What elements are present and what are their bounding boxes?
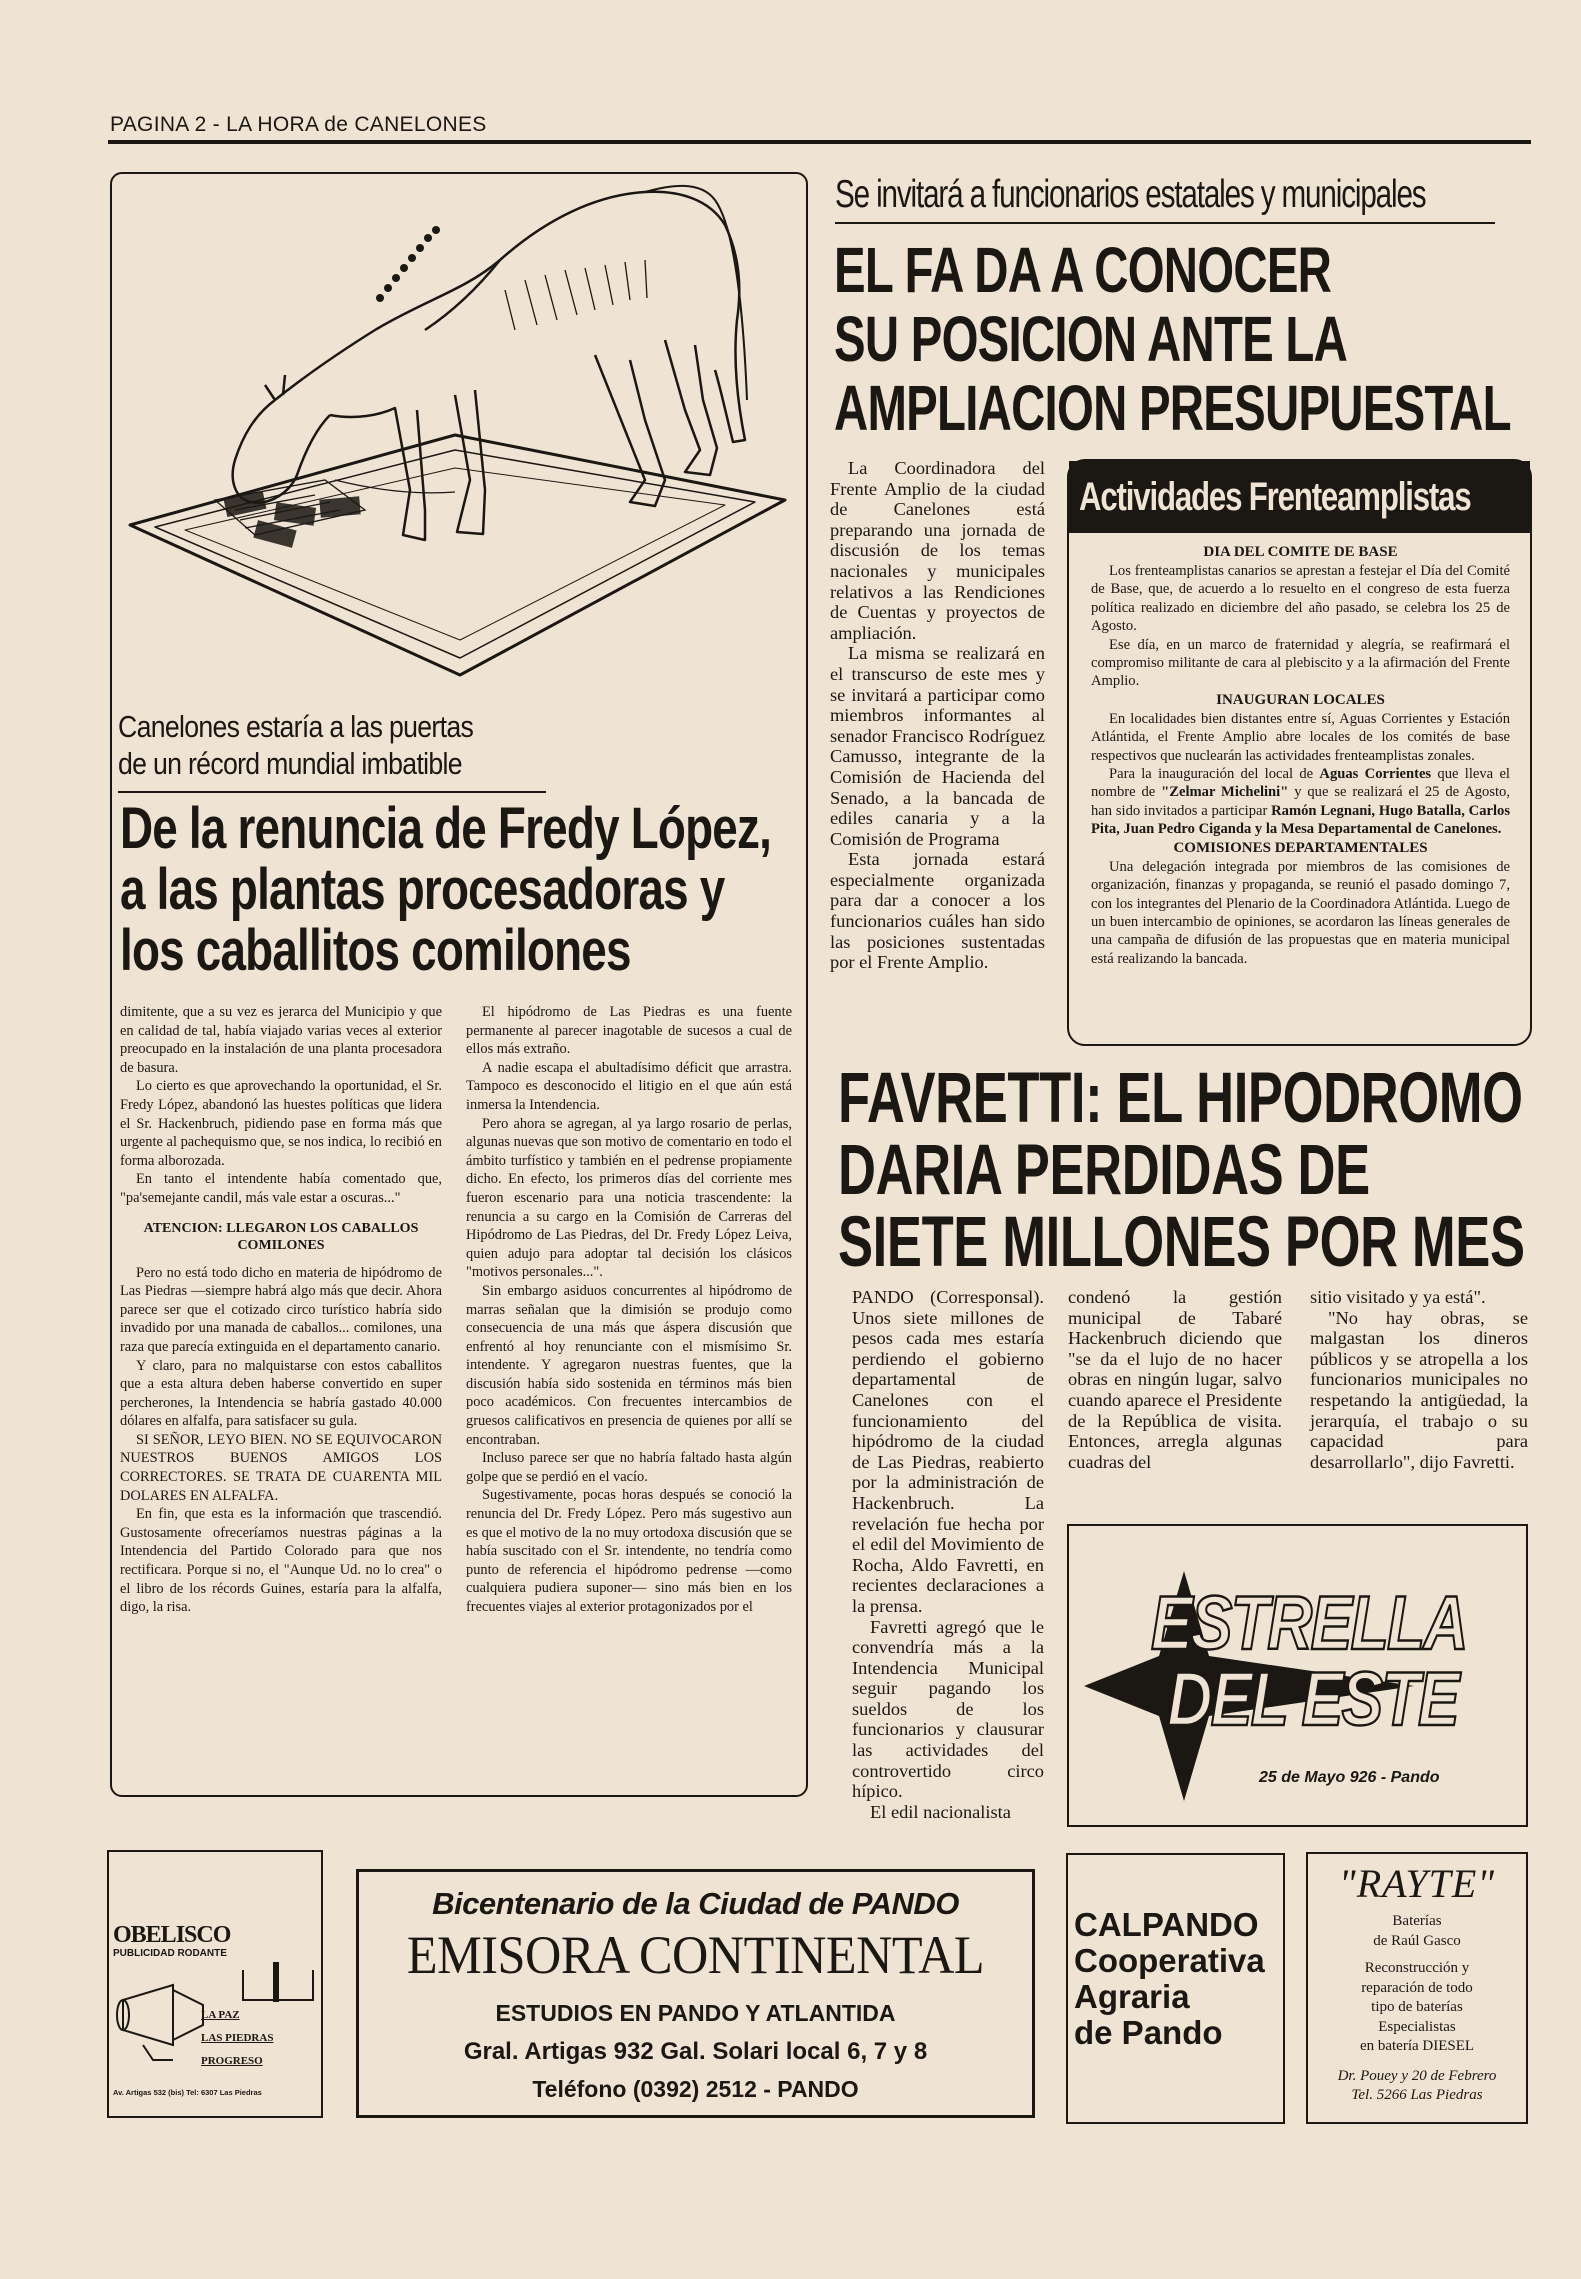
- ad-rayte-line1: Baterías: [1392, 1913, 1442, 1929]
- paragraph: condenó la gestión municipal de Tabaré Hackenbruch diciendo que "se da el lujo de no hacer obras en ningún lugar, salvo cuando aparece el Presidente de la República de visita. Entonces, arregla algunas cuadras del: [1068, 1287, 1282, 1472]
- text-run: que lleva el nombre de: [1091, 766, 1510, 801]
- text-run: y que se realizará el 25 de Agosto, han sido invitados a participar: [1091, 784, 1511, 819]
- paragraph: sitio visitado y ya está".: [1310, 1287, 1486, 1307]
- fa-headline-line2: SU POSICION ANTE LA: [834, 303, 1348, 375]
- ad-obelisco: [107, 1850, 323, 2118]
- paragraph: Ese día, en un marco de fraternidad y alegría, se reafirmará el compromiso militante de cara al plebiscito y a la afirmación del Frente Amplio.: [1091, 636, 1510, 690]
- ad-rayte-line4: reparación de todo: [1361, 1979, 1473, 1996]
- text-run: Aguas Corrientes: [1319, 766, 1432, 783]
- ad-obelisco-flag1: LA PAZ: [201, 2009, 240, 2021]
- paragraph: Una delegación integrada por miembros de las comisiones de organización, finanzas y propaganda, se reunió el pasado domingo 7, con los integrantes del Plenario de la Coordinadora Atlántida. Luego de un buen intercambio de opiniones, se acordaron las líneas generales de una campaña de difusión de las propuestas que en materia municipal está realizando la bancada.: [1091, 858, 1510, 967]
- ad-calpando: [1066, 1853, 1285, 2124]
- header-rule: [108, 140, 1531, 144]
- fa-kicker-rule: [835, 222, 1495, 224]
- ad-obelisco-address: Av. Artigas 532 (bis) Tel: 6307 Las Piedras: [113, 2088, 262, 2097]
- left-story-col2: [466, 1003, 792, 1793]
- paragraph: En tanto el intendente había comentado que, "pa'semejante candil, más vale estar a oscuras...": [120, 1171, 442, 1206]
- activities-heading: DIA DEL COMITE DE BASE: [1203, 544, 1398, 560]
- paragraph: Sugestivamente, pocas horas después se conoció la renuncia del Dr. Fredy López. Pero más sugestivo aun es que el motivo de la no muy ortodoxa discusión que se había suscitado con el Sr. intendente, no tendría como punto de referencia el hipódromo pedrense —como cualquiera pudiera suponer— sino más bien en los frecuentes viajes al exterior protagonizados por el: [466, 1487, 792, 1615]
- paragraph: Favretti agregó que le convendría más a la Intendencia Municipal seguir pagando los sueldos de los funcionarios y clausurar las actividades del controvertido circo hípico.: [852, 1616, 1044, 1802]
- ad-rayte: [1306, 1852, 1528, 2124]
- ad-rayte-line3: Reconstrucción y: [1364, 1960, 1470, 1976]
- ad-rayte-line5: tipo de baterías: [1371, 1999, 1463, 2015]
- activities-heading: COMISIONES DEPARTAMENTALES: [1173, 839, 1428, 856]
- ad-calpando-line3: Agraria: [1074, 1978, 1190, 2015]
- ad-emisora-line4: Gral. Artigas 932 Gal. Solari local 6, 7 y 8: [463, 2038, 928, 2065]
- paragraph: Pero no está todo dicho en materia de hipódromo de Las Piedras —siempre habrá algo más que decir. Ahora parece ser que el cotizado circo turístico habría sido invadido por una manada de caballos... comilones, una raza que parecía extinguida en el departamento canario.: [120, 1264, 442, 1355]
- ad-rayte-line2: de Raúl Gasco: [1373, 1932, 1461, 1949]
- favretti-headline-line2: DARIA PERDIDAS DE: [838, 1131, 1370, 1210]
- paragraph: Lo cierto es que aprovechando la oportunidad, el Sr. Fredy López, abandonó las huestes políticas que lidera el Sr. Hackenbruch, pidiendo pase en forma más que urgente al pachequismo que, se nos indica, lo recibió en forma alborozada.: [120, 1078, 442, 1169]
- text-run: Ramón Legnani, Hugo Batalla, Carlos Pita, Juan Pedro Ciganda y la Mesa Departamental de Canelones.: [1091, 802, 1511, 838]
- paragraph: La misma se realizará en el transcurso de este mes y se invitará a participar como miembros informantes al senador Francisco Rodríguez Camusso, integrante de la Comisión de Hacienda del Senado, a la bancada de ediles canaria y a la Comisión de Programa: [830, 643, 1045, 849]
- paragraph: Pero ahora se agregan, al ya largo rosario de perlas, algunas nuevas que son motivo de comentario en todo el ámbito turfístico y también en el pedrense propiamente dicho. En efecto, los primeros días del corriente mes fueron escenario para una noticia trascendente: la renuncia a su cargo en la Comisión de Carreras del Hipódromo de Las Piedras, del Dr. Fredy López Leiva, quien adujo para adoptar tal decisión los clásicos "motivos personales...".: [466, 1115, 792, 1281]
- ad-calpando-line4: de Pando: [1074, 2014, 1223, 2051]
- ad-obelisco-name: OBELISCO: [113, 1922, 231, 1948]
- ad-emisora-line1: Bicentenario de la Ciudad de PANDO: [432, 1886, 959, 1921]
- favretti-col2: [1068, 1287, 1282, 1487]
- fa-story-body: [830, 458, 1045, 1043]
- ad-obelisco-flag3: PROGRESO: [201, 2055, 263, 2067]
- paragraph: El edil nacionalista: [870, 1801, 1011, 1822]
- ad-rayte-name: "RAYTE": [1338, 1861, 1496, 1906]
- paragraph: dimitente, que a su vez es jerarca del Municipio y que en calidad de tal, había viajado varias veces al exterior preocupado en la instalación de una planta procesadora de basura.: [120, 1004, 442, 1076]
- horse-illustration: [125, 180, 790, 710]
- ad-estrella-address: 25 de Mayo 926 - Pando: [1259, 1769, 1440, 1786]
- paragraph: "No hay obras, se malgastan los dineros públicos y se atropella a los funcionarios municipales no respetando la antigüedad, la jerarquía, el trabajo o su capacidad para desarrollarlo", dijo Favretti.: [1310, 1307, 1528, 1472]
- ad-rayte-line6: Especialistas: [1378, 2018, 1456, 2035]
- ad-obelisco-subtitle: PUBLICIDAD RODANTE: [113, 1948, 227, 1959]
- ad-rayte-line8: Dr. Pouey y 20 de Febrero: [1337, 2067, 1497, 2084]
- ad-calpando-line2: Cooperativa: [1074, 1942, 1265, 1979]
- fa-headline-line1: EL FA DA A CONOCER: [834, 234, 1332, 306]
- paragraph: Y claro, para no malquistarse con estos caballitos que a esta altura deben haberse convertido en super percherones, la Intendencia se habría gastado 40.000 dólares en alfalfa, para satisfacer su gula.: [120, 1357, 442, 1430]
- ad-obelisco-flag2: LAS PIEDRAS: [201, 2032, 274, 2044]
- paragraph: La Coordinadora del Frente Amplio de la ciudad de Canelones está preparando una jornada de discusión de los temas nacionales y municipales relativos a las Rendiciones de Cuentas y proyectos de ampliación.: [830, 458, 1045, 643]
- favretti-headline-line3: SIETE MILLONES POR MES: [838, 1203, 1525, 1282]
- ad-emisora-line5: Teléfono (0392) 2512 - PANDO: [532, 2076, 859, 2102]
- left-kicker-line2: de un récord mundial imbatible: [118, 746, 462, 781]
- paragraph: SI SEÑOR, LEYO BIEN. NO SE EQUIVOCARON NUESTROS BUENOS AMIGOS LOS CORRECTORES. SE TRATA DE CUARENTA MIL DOLARES EN ALFALFA.: [120, 1431, 442, 1504]
- ad-emisora-line3: ESTUDIOS EN PANDO Y ATLANTIDA: [495, 2000, 896, 2026]
- fa-kicker: Se invitará a funcionarios estatales y municipales: [835, 173, 1426, 216]
- paragraph: Sin embargo asiduos concurrentes al hipódromo de marras señalan que la dimisión se produjo como consecuencia de una más que áspera discusión que enfrentó al hoy renunciante con el mismísimo Sr. intendente. Y agregaron nuestras fuentes, que la discusión había sido sostenida en términos más bien poco académicos. Con frecuentes intercambios de gruesos calificativos en presencia de quienes por allí se encontraban.: [466, 1282, 792, 1448]
- ad-emisora-continental: [356, 1869, 1035, 2118]
- paragraph: PANDO (Corresponsal). Unos siete millones de pesos cada mes estaría perdiendo el gobierno departamental de Canelones con el funcionamiento del hipódromo de la ciudad de Las Piedras, reabierto por la administración de Hackenbruch. La revelación fue hecha por el edil del Movimiento de Rocha, Aldo Favretti, en recientes declaraciones a la prensa.: [852, 1287, 1044, 1616]
- activities-title: Actividades Frenteamplistas: [1079, 475, 1471, 519]
- paragraph: Los frenteamplistas canarios se aprestan a festejar el Día del Comité de Base, que, de acuerdo a lo resuelto en el congreso de esta fuerza política realizado en diciembre del año pasado, se celebra los 25 de Agosto.: [1091, 563, 1510, 635]
- favretti-headline-line1: FAVRETTI: EL HIPODROMO: [838, 1059, 1523, 1138]
- subheading: ATENCION: LLEGARON LOS CABALLOS COMILONES: [143, 1220, 419, 1253]
- activities-heading: INAUGURAN LOCALES: [1216, 691, 1385, 708]
- ad-estrella-line2: DEL ESTE: [1167, 1657, 1458, 1742]
- left-headline-line3: los caballitos comilones: [120, 918, 631, 983]
- activities-box: [1067, 459, 1532, 1046]
- favretti-col3: [1310, 1287, 1528, 1487]
- ad-estrella-del-este: [1067, 1524, 1528, 1827]
- kicker-underline: [118, 791, 546, 793]
- left-headline-line1: De la renuncia de Fredy López,: [120, 796, 772, 861]
- ad-estrella-line1: ESTRELLA: [1151, 1581, 1467, 1666]
- paragraph: En localidades bien distantes entre sí, Aguas Corrientes y Estación Atlántida, el Frente Amplio abre locales de los comités de base respectivos que nuclearán las actividades frenteamplistas zonales.: [1091, 710, 1510, 764]
- text-run: "Zelmar Michelini": [1161, 784, 1289, 801]
- left-headline-line2: a las plantas procesadoras y: [120, 857, 725, 922]
- ad-rayte-line7: en batería DIESEL: [1359, 2038, 1475, 2054]
- paragraph: Esta jornada estará especialmente organizada para dar a conocer a los funcionarios cuáles han sido las posiciones sustentadas por el Frente Amplio.: [830, 849, 1045, 973]
- ad-emisora-line2: EMISORA CONTINENTAL: [406, 1925, 985, 1985]
- paragraph: A nadie escapa el abultadísimo déficit que arrastra. Tampoco es desconocido el litigio en el que aún está inmersa la Intendencia.: [466, 1059, 792, 1113]
- favretti-col1: [852, 1287, 1044, 1822]
- text-run: Para la inauguración del local de: [1109, 766, 1320, 783]
- paragraph: El hipódromo de Las Piedras es una fuente permanente al parecer inagotable de sucesos a cual de ellos más extraño.: [466, 1004, 792, 1058]
- ad-rayte-line9: Tel. 5266 Las Piedras: [1351, 2087, 1483, 2103]
- page-header: PAGINA 2 - LA HORA de CANELONES: [110, 113, 487, 136]
- paragraph: [1091, 765, 1510, 839]
- paragraph: Incluso parece ser que no habría faltado hasta algún golpe que se perdió en el vacío.: [466, 1450, 792, 1485]
- ad-calpando-line1: CALPANDO: [1074, 1906, 1259, 1943]
- left-kicker-line1: Canelones estaría a las puertas: [118, 709, 474, 744]
- left-story-col1: [120, 1003, 442, 1793]
- fa-headline-line3: AMPLIACION PRESUPUESTAL: [834, 372, 1511, 444]
- paragraph: En fin, que esta es la información que trascendió. Gustosamente ofreceríamos nuestras páginas a la Intendencia del Partido Colorado para que nos rectificara. Porque si no, el "Aunque Ud. no lo crea" o el libro de los récords Guines, estaría para la alfalfa, digo, la risa.: [120, 1506, 442, 1616]
